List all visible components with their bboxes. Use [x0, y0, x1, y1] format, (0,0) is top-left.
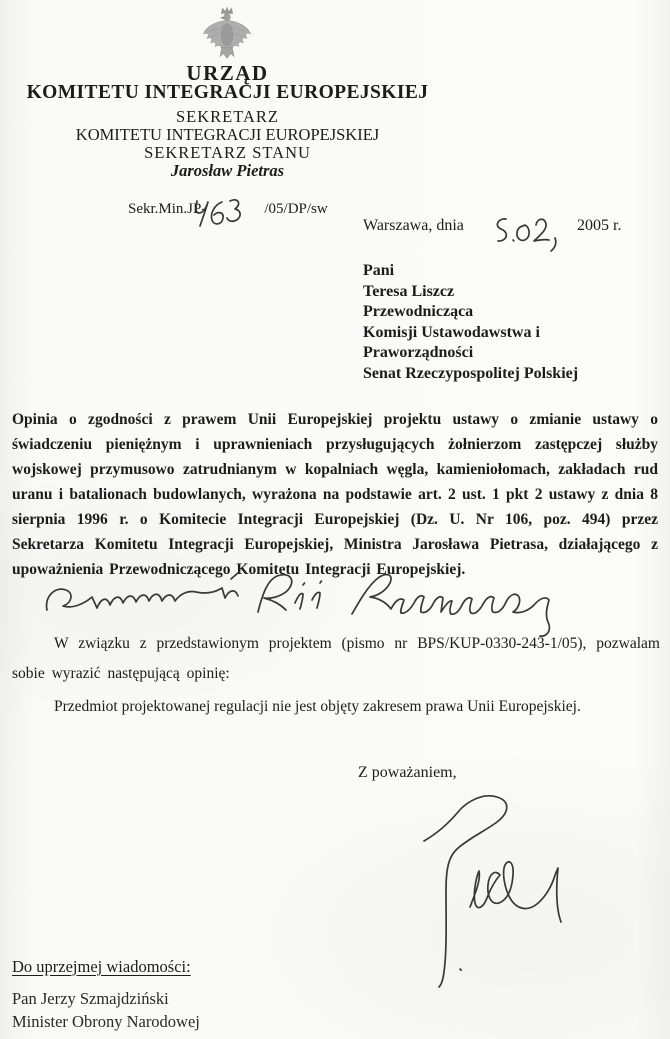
valediction: Z poważaniem, [358, 764, 457, 781]
date-place-label: Warszawa, dnia [363, 217, 464, 234]
addressee-name: Teresa Liszcz [363, 282, 455, 300]
reference-prefix: Sekr.Min.JP- [128, 201, 207, 217]
addressee-block [363, 261, 578, 384]
state-secretary-line: SEKRETARZ STANU [144, 143, 311, 162]
office-name-line2: KOMITETU INTEGRACJI EUROPEJSKIEJ [26, 82, 429, 103]
secretary-of-line: KOMITETU INTEGRACJI EUROPEJSKIEJ [75, 125, 380, 144]
cc-heading: Do uprzejmej wiadomości: [12, 957, 191, 976]
cc-recipient-title: Minister Obrony Narodowej [12, 1012, 200, 1031]
subject-paragraph: Opinia o zgodności z prawem Unii Europejskiej projektu ustawy o zmianie ustawy o świadczeniu pieniężnym i uprawnieniach przysługujących żołnierzom zastępczej służby wojskowej przymusowo zatrudnianym w kopalniach węgla, kamieniołomach, zakładach rud uranu i batalionach budowlanych, wyrażona na podstawie art. 2 ust. 1 pkt 2 ustawy z dnia 8 sierpnia 1996 r. o Komitecie Integracji Europejskiej (Dz. U. Nr 106, poz. 494) przez Sekretarza Komitetu Integracji Europejskiej, Ministra Jarosława Pietrasa, działającego z upoważnienia Przewodniczącego Komitetu Integracji Europejskiej. [12, 411, 658, 578]
polish-eagle-emblem [198, 5, 256, 62]
signature-handwritten [424, 796, 561, 987]
addressee-committee-line1: Komisji Ustawodawstwa i [363, 323, 540, 341]
office-name-line1: URZĄD [186, 61, 269, 85]
cc-recipient-name: Pan Jerzy Szmajdziński [12, 989, 169, 1008]
official-name: Jarosław Pietras [170, 161, 285, 180]
reference-line [128, 201, 328, 218]
addressee-title: Przewodnicząca [363, 303, 474, 320]
addressee-committee-line2: Praworządności [363, 344, 474, 361]
reference-suffix: /05/DP/sw [264, 201, 328, 217]
body-paragraph-1: W związku z przedstawionym projektem (pismo nr BPS/KUP-0330-243-1/05), pozwalam sobie wyrazić następującą opinię: [12, 635, 660, 682]
addressee-salutation: Pani [363, 262, 395, 279]
body-paragraph-2: Przedmiot projektowanej regulacji nie jest objęty zakresem prawa Unii Europejskiej. [54, 698, 581, 715]
date-year: 2005 r. [577, 217, 622, 234]
addressee-institution: Senat Rzeczypospolitej Polskiej [363, 364, 579, 382]
handwritten-date [497, 219, 555, 251]
secretary-title: SEKRETARZ [175, 107, 279, 126]
